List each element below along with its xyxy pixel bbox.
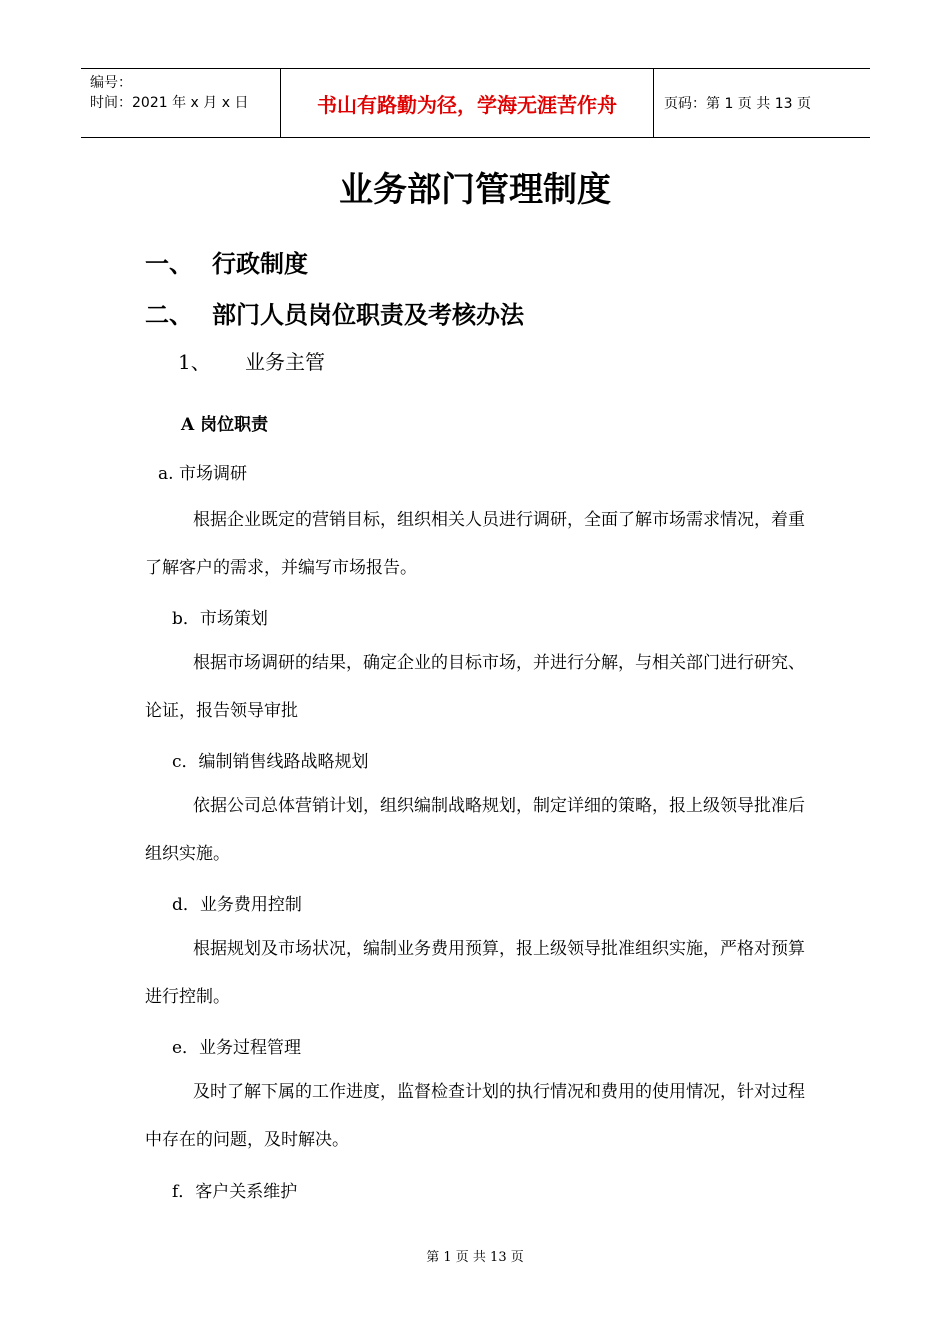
duty-item-label: a. 市场调研	[158, 464, 247, 484]
page-info-text: 页码：第 1 页 共 13 页	[664, 96, 811, 112]
header-info-cell	[81, 69, 281, 137]
subsection-heading	[178, 346, 325, 375]
document-header	[81, 68, 870, 138]
duty-item-label: d．业务费用控制	[172, 895, 302, 915]
duty-item-label: b．市场策划	[172, 609, 268, 629]
page-footer: 第 1 页 共 13 页	[426, 1250, 524, 1265]
duty-item-label: c．编制销售线路战略规划	[172, 752, 369, 772]
document-title: 业务部门管理制度	[339, 170, 611, 210]
duty-item-paragraph: 根据企业既定的营销目标，组织相关人员进行调研，全面了解市场需求情况，着重了解客户的需求，并编写市场报告。	[145, 510, 805, 578]
role-duties-heading: A 岗位职责	[181, 415, 269, 435]
time-label: 时间：2021 年 x 月 x 日	[90, 95, 249, 111]
page-info-cell	[654, 69, 870, 137]
section-heading-2	[145, 295, 524, 330]
duty-item-label: f．客户关系维护	[172, 1182, 298, 1202]
section-label: 行政制度	[212, 250, 308, 278]
duty-item-paragraph: 及时了解下属的工作进度，监督检查计划的执行情况和费用的使用情况，针对过程中存在的问题，及时解决。	[145, 1082, 805, 1150]
subsection-number: 1、	[178, 350, 211, 374]
subsection-label: 业务主管	[245, 350, 325, 374]
section-label: 部门人员岗位职责及考核办法	[212, 301, 524, 329]
motto-cell	[281, 69, 654, 137]
duty-item-label: e．业务过程管理	[172, 1038, 302, 1058]
duty-item-paragraph: 根据规划及市场状况，编制业务费用预算，报上级领导批准组织实施，严格对预算进行控制。	[145, 939, 805, 1007]
serial-number-label: 编号：	[90, 75, 132, 91]
section-number: 一、	[145, 250, 193, 278]
duty-item-paragraph: 依据公司总体营销计划，组织编制战略规划，制定详细的策略，报上级领导批准后组织实施。	[145, 796, 805, 864]
section-heading-1	[145, 244, 308, 279]
section-number: 二、	[145, 301, 193, 329]
motto-text: 书山有路勤为径，学海无涯苦作舟	[317, 92, 617, 117]
duty-item-paragraph: 根据市场调研的结果，确定企业的目标市场，并进行分解，与相关部门进行研究、论证，报告领导审批	[145, 653, 805, 721]
